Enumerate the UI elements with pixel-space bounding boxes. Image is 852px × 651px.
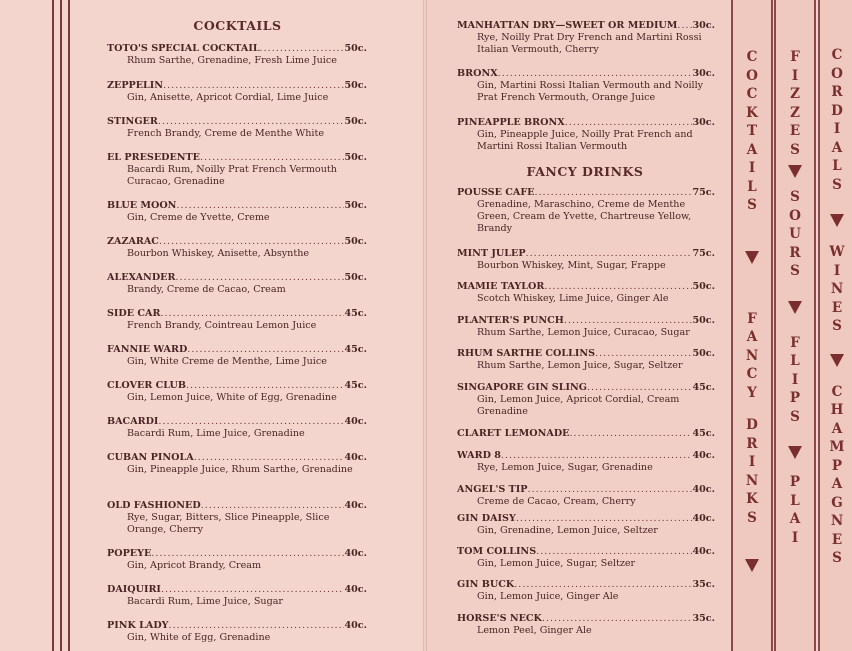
tab-letter: L [747, 178, 757, 195]
tab-letter: A [746, 141, 758, 158]
menu-item-header [457, 484, 715, 496]
drink-ingredients: Rye, Noilly Prat Dry French and Martini Rossi Italian Vermouth, Cherry [477, 32, 702, 55]
drink-price: 40c. [344, 584, 367, 595]
triangle-down-icon [830, 354, 844, 367]
tab-word [790, 473, 800, 547]
drink-ingredients: Bourbon Whiskey, Mint, Sugar, Frappe [477, 260, 666, 271]
drink-name: OLD FASHIONED [107, 500, 201, 511]
drink-ingredients: Rhum Sarthe, Grenadine, Fresh Lime Juice [127, 55, 337, 66]
tab-letter: C [831, 47, 843, 63]
drink-name: RHUM SARTHE COLLINS [457, 348, 596, 359]
tab-letter: S [790, 408, 800, 425]
drink-name: POUSSE CAFE [457, 187, 535, 198]
dot-leader [201, 500, 345, 512]
drink-ingredients: Gin, Pineapple Juice, Rhum Sarthe, Grenadine [127, 464, 353, 475]
menu-item [107, 236, 367, 260]
dot-leader [200, 152, 344, 164]
drink-price: 45c. [344, 308, 367, 319]
tab-letter: O [789, 207, 801, 224]
dot-leader [544, 281, 692, 293]
drink-name: ZEPPELIN [107, 80, 164, 91]
menu-item [457, 428, 715, 440]
drink-price: 40c. [344, 620, 367, 631]
menu-item-header [457, 579, 715, 591]
tab-letter: C [746, 49, 758, 65]
drink-name: MINT JULEP [457, 248, 526, 259]
drink-price: 50c. [344, 80, 367, 91]
menu-item-header [457, 428, 715, 440]
menu-item [107, 43, 367, 67]
triangle-down-icon [745, 251, 759, 264]
drink-price: 40c. [344, 416, 367, 427]
drink-ingredients: Gin, White Creme de Menthe, Lime Juice [127, 356, 327, 367]
menu-item-header [107, 236, 367, 248]
menu-item-header [457, 546, 715, 558]
dot-leader [186, 380, 344, 392]
drink-price: 30c. [692, 20, 715, 31]
tab-letter: A [831, 139, 843, 156]
tab-letter: H [830, 402, 844, 418]
drink-name: FANNIE WARD [107, 344, 188, 355]
tab-cocktails-fancy-drinks[interactable] [731, 0, 773, 651]
triangle-down-icon [788, 446, 802, 459]
dot-leader [161, 584, 345, 596]
tab-letter: Z [790, 86, 800, 102]
tab-word [746, 310, 758, 403]
menu-item-header [457, 20, 715, 32]
drink-price: 40c. [692, 484, 715, 495]
menu-item [457, 315, 715, 339]
menu-item [107, 344, 367, 368]
dot-leader [536, 546, 692, 558]
menu-item [107, 380, 367, 404]
drink-price: 40c. [692, 546, 715, 557]
drink-ingredients: Rhum Sarthe, Lemon Juice, Curacao, Sugar [477, 327, 690, 338]
tab-letter: S [790, 189, 800, 205]
tab-letter: Z [790, 104, 800, 121]
drink-price: 50c. [344, 116, 367, 127]
drink-price: 50c. [344, 272, 367, 283]
menu-item [107, 548, 367, 572]
tab-letter: S [832, 176, 842, 193]
drink-ingredients: Gin, Lemon Juice, Apricot Cordial, Cream Grenadine [477, 394, 680, 417]
drink-ingredients: Rhum Sarthe, Lemon Juice, Sugar, Seltzer [477, 360, 683, 371]
tab-letter: W [829, 244, 845, 260]
tab-letter: U [789, 226, 801, 242]
dot-leader [160, 308, 344, 320]
tab-letter: L [790, 492, 800, 509]
dot-leader [501, 450, 693, 462]
tab-letter: I [791, 529, 799, 546]
drink-name: SIDE CAR [107, 308, 161, 319]
drink-ingredients: Gin, Anisette, Apricot Cordial, Lime Juice [127, 92, 329, 103]
drink-price: 40c. [692, 450, 715, 461]
tab-letter: I [791, 371, 799, 388]
menu-item [457, 187, 715, 235]
triangle-down-icon [788, 301, 802, 314]
tab-letter: P [831, 457, 843, 474]
drink-price: 30c. [692, 68, 715, 79]
drink-ingredients: Grenadine, Maraschino, Creme de Menthe Green, Cream de Yvette, Chartreuse Yellow, Brandy [477, 199, 692, 234]
triangle-down-icon [788, 165, 802, 178]
triangle-down-icon [745, 559, 759, 572]
tab-letter: F [790, 49, 800, 65]
tab-word [790, 48, 800, 159]
drink-name: WARD 8 [457, 450, 501, 461]
border-rule [60, 0, 62, 651]
menu-item-header [107, 620, 367, 632]
tab-word [746, 416, 758, 527]
drink-name: BACARDI [107, 416, 159, 427]
drink-name: GIN DAISY [457, 513, 516, 524]
drink-price: 35c. [692, 579, 715, 590]
tab-word [830, 383, 845, 568]
tab-letter: S [832, 318, 842, 334]
menu-item [457, 450, 715, 474]
menu-item [107, 584, 367, 608]
tab-fizzes-sours-flips[interactable] [774, 0, 816, 651]
drink-price: 40c. [344, 548, 367, 559]
tab-letter: I [833, 121, 841, 137]
menu-item [107, 308, 367, 332]
tab-word [831, 46, 843, 194]
section-title-cocktails: COCKTAILS [193, 18, 282, 33]
drink-ingredients: Scotch Whiskey, Lime Juice, Ginger Ale [477, 293, 669, 304]
tab-letter: T [746, 123, 758, 139]
drink-name: ALEXANDER [107, 272, 176, 283]
tab-letter: E [789, 123, 801, 139]
menu-item-header [457, 117, 715, 129]
tab-letter: S [790, 263, 800, 279]
drink-price: 30c. [692, 117, 715, 128]
dot-leader [158, 116, 345, 128]
tab-word [789, 188, 801, 281]
dot-leader [514, 579, 692, 591]
drink-price: 45c. [692, 428, 715, 439]
dot-leader [677, 20, 692, 32]
tab-word [790, 334, 800, 427]
drink-name: TOM COLLINS [457, 546, 537, 557]
menu-item-header [107, 152, 367, 164]
menu-item-header [457, 613, 715, 625]
tab-letter: L [790, 353, 800, 369]
menu-item [107, 416, 367, 440]
dot-leader [158, 416, 344, 428]
drink-ingredients: Bourbon Whiskey, Anisette, Absynthe [127, 248, 310, 259]
tab-letter: C [746, 86, 758, 102]
dot-leader [163, 80, 344, 92]
drink-ingredients: Gin, Lemon Juice, Ginger Ale [477, 591, 619, 602]
dot-leader [169, 620, 345, 632]
dot-leader [151, 548, 344, 560]
drink-ingredients: Bacardi Rum, Lime Juice, Sugar [127, 596, 284, 607]
tab-letter: N [745, 472, 759, 489]
menu-item [457, 382, 715, 418]
triangle-down-icon [830, 214, 844, 227]
drink-ingredients: Bacardi Rum, Lime Juice, Grenadine [127, 428, 305, 439]
tab-letter: N [830, 281, 844, 297]
tab-letter: P [789, 474, 801, 490]
drink-ingredients: Gin, Lemon Juice, White of Egg, Grenadine [127, 392, 337, 403]
tab-word [829, 243, 844, 336]
tab-letter: F [790, 334, 800, 351]
drink-price: 45c. [344, 344, 367, 355]
dot-leader [528, 484, 693, 496]
dot-leader [595, 348, 692, 360]
drink-name: PINK LADY [107, 620, 169, 631]
dot-leader [569, 428, 692, 440]
tab-letter: A [746, 329, 758, 345]
menu-item-header [457, 315, 715, 327]
drink-name: EL PRESEDENTE [107, 152, 200, 163]
menu-item-header [107, 80, 367, 92]
menu-item-header [107, 584, 367, 596]
dot-leader [564, 315, 693, 327]
drink-price: 40c. [692, 513, 715, 524]
tab-letter: A [831, 476, 843, 492]
drink-ingredients: Gin, Martini Rossi Italian Vermouth and Noilly Prat French Vermouth, Orange Juice [477, 80, 704, 103]
drink-name: MAMIE TAYLOR [457, 281, 545, 292]
drink-name: MANHATTAN DRY—SWEET OR MEDIUM [457, 20, 678, 31]
tab-letter: G [831, 494, 843, 511]
drink-price: 50c. [344, 236, 367, 247]
tab-letter: A [789, 511, 801, 527]
drink-ingredients: Gin, White of Egg, Grenadine [127, 632, 271, 643]
drink-price: 45c. [344, 380, 367, 391]
tab-letter: D [831, 102, 843, 119]
menu-item-header [107, 500, 367, 512]
tab-letter: L [832, 158, 842, 174]
menu-item-header [457, 281, 715, 293]
section-title-fancy-drinks: FANCY DRINKS [526, 164, 644, 179]
menu-item [107, 620, 367, 644]
menu-item [457, 513, 715, 537]
menu-item [107, 200, 367, 224]
drink-ingredients: Bacardi Rum, Noilly Prat French Vermouth Curacao, Grenadine [127, 164, 337, 187]
drink-ingredients: Rye, Lemon Juice, Sugar, Grenadine [477, 462, 653, 473]
tab-letter: D [746, 417, 758, 433]
drink-ingredients: French Brandy, Creme de Menthe White [127, 128, 324, 139]
drink-name: GIN BUCK [457, 579, 515, 590]
menu-item-header [457, 513, 715, 525]
tab-letter: S [747, 197, 757, 213]
dot-leader [260, 43, 345, 55]
tab-letter: C [746, 366, 758, 382]
drink-name: POPEYE [107, 548, 152, 559]
border-rule [52, 0, 54, 651]
drink-price: 50c. [344, 152, 367, 163]
menu-item [457, 20, 715, 56]
dot-leader [565, 117, 693, 129]
menu-item-header [107, 116, 367, 128]
menu-item-header [107, 200, 367, 212]
menu-item [107, 500, 367, 536]
menu-item [457, 117, 715, 153]
tab-letter: I [748, 160, 756, 176]
drink-ingredients: Brandy, Creme de Cacao, Cream [127, 284, 286, 295]
drink-price: 50c. [344, 43, 367, 54]
tab-letter: S [832, 550, 842, 566]
menu-item-header [107, 548, 367, 560]
drink-name: ZAZARAC [107, 236, 159, 247]
dot-leader [516, 513, 693, 525]
dot-leader [159, 236, 345, 248]
menu-item [457, 281, 715, 305]
tab-letter: R [789, 244, 801, 261]
dot-leader [176, 200, 344, 212]
drink-name: STINGER [107, 116, 158, 127]
drink-name: CLOVER CLUB [107, 380, 186, 391]
menu-item [457, 613, 715, 637]
tab-word [746, 48, 758, 215]
drink-ingredients: Rye, Sugar, Bitters, Slice Pineapple, Slice Orange, Cherry [127, 512, 330, 535]
tab-letter: S [747, 509, 757, 526]
drink-ingredients: Gin, Pineapple Juice, Noilly Prat French and Martini Rossi Italian Vermouth [477, 129, 693, 152]
drink-name: CUBAN PINOLA [107, 452, 194, 463]
menu-item-header [107, 272, 367, 284]
menu-item [107, 152, 367, 188]
menu-item-header [457, 450, 715, 462]
tab-letter: I [833, 262, 841, 279]
dot-leader [194, 452, 345, 464]
dot-leader [175, 272, 344, 284]
drink-ingredients: Gin, Grenadine, Lemon Juice, Seltzer [477, 525, 658, 536]
tab-letter: N [745, 347, 759, 364]
menu-item [457, 348, 715, 372]
drink-price: 40c. [344, 500, 367, 511]
menu-item [457, 68, 715, 104]
drink-name: BLUE MOON [107, 200, 177, 211]
drink-name: DAIQUIRI [107, 584, 161, 595]
drink-price: 50c. [692, 281, 715, 292]
tab-letter: O [831, 65, 843, 82]
menu-item-header [107, 308, 367, 320]
drink-price: 50c. [344, 200, 367, 211]
tab-letter: R [746, 435, 758, 452]
drink-price: 40c. [344, 452, 367, 463]
menu-item-header [457, 187, 715, 199]
menu-item [457, 579, 715, 603]
drink-price: 75c. [692, 187, 715, 198]
menu-item-header [107, 380, 367, 392]
drink-ingredients: Lemon Peel, Ginger Ale [477, 625, 592, 636]
drink-name: ANGEL'S TIP [457, 484, 528, 495]
drink-name: PINEAPPLE BRONX [457, 117, 565, 128]
tab-letter: M [829, 439, 845, 455]
drink-ingredients: Gin, Apricot Brandy, Cream [127, 560, 262, 571]
tab-letter: R [831, 84, 843, 100]
drink-price: 50c. [692, 315, 715, 326]
drink-name: TOTO'S SPECIAL COCKTAIL [107, 43, 260, 54]
dot-leader [587, 382, 693, 394]
drink-price: 35c. [692, 613, 715, 624]
menu-item-header [457, 68, 715, 80]
tab-letter: F [747, 310, 757, 327]
drink-name: PLANTER'S PUNCH [457, 315, 564, 326]
tab-letter: S [790, 141, 800, 158]
tab-letter: K [746, 491, 758, 507]
drink-price: 45c. [692, 382, 715, 393]
tab-letter: K [746, 104, 758, 121]
drink-ingredients: Creme de Cacao, Cream, Cherry [477, 496, 636, 507]
border-rule [68, 0, 70, 651]
tab-letter: N [830, 513, 844, 529]
dot-leader [534, 187, 692, 199]
drink-ingredients: Gin, Creme de Yvette, Creme [127, 212, 270, 223]
drink-price: 50c. [692, 348, 715, 359]
tab-letter: O [746, 67, 758, 84]
drink-price: 75c. [692, 248, 715, 259]
drink-name: CLARET LEMONADE [457, 428, 570, 439]
drink-ingredients: French Brandy, Cointreau Lemon Juice [127, 320, 317, 331]
drink-name: HORSE'S NECK [457, 613, 542, 624]
drink-name: SINGAPORE GIN SLING [457, 382, 587, 393]
menu-item-header [107, 452, 367, 464]
drink-ingredients: Gin, Lemon Juice, Sugar, Seltzer [477, 558, 636, 569]
dot-leader [526, 248, 693, 260]
dot-leader [542, 613, 693, 625]
menu-item-header [457, 248, 715, 260]
tab-letter: I [791, 67, 799, 84]
tab-letter: I [748, 454, 756, 470]
menu-item [107, 116, 367, 140]
menu-item-header [457, 382, 715, 394]
menu-item [107, 452, 367, 476]
dot-leader [498, 68, 693, 80]
menu-item [107, 80, 367, 104]
menu-item-header [107, 416, 367, 428]
menu-item-header [107, 344, 367, 356]
tab-cordials-wines-champagnes[interactable] [818, 0, 852, 651]
dot-leader [187, 344, 344, 356]
tab-letter: P [789, 390, 801, 406]
menu-item-header [457, 348, 715, 360]
menu-item [457, 484, 715, 508]
drink-name: BRONX [457, 68, 498, 79]
menu-item [457, 546, 715, 570]
tab-letter: E [831, 299, 843, 316]
tab-letter: Y [747, 384, 757, 401]
tab-letter: E [831, 531, 843, 548]
menu-item [457, 248, 715, 272]
tab-letter: A [831, 420, 843, 437]
menu-item-header [107, 43, 367, 55]
menu-item [107, 272, 367, 296]
page-fold [423, 0, 427, 651]
tab-letter: C [831, 383, 843, 400]
